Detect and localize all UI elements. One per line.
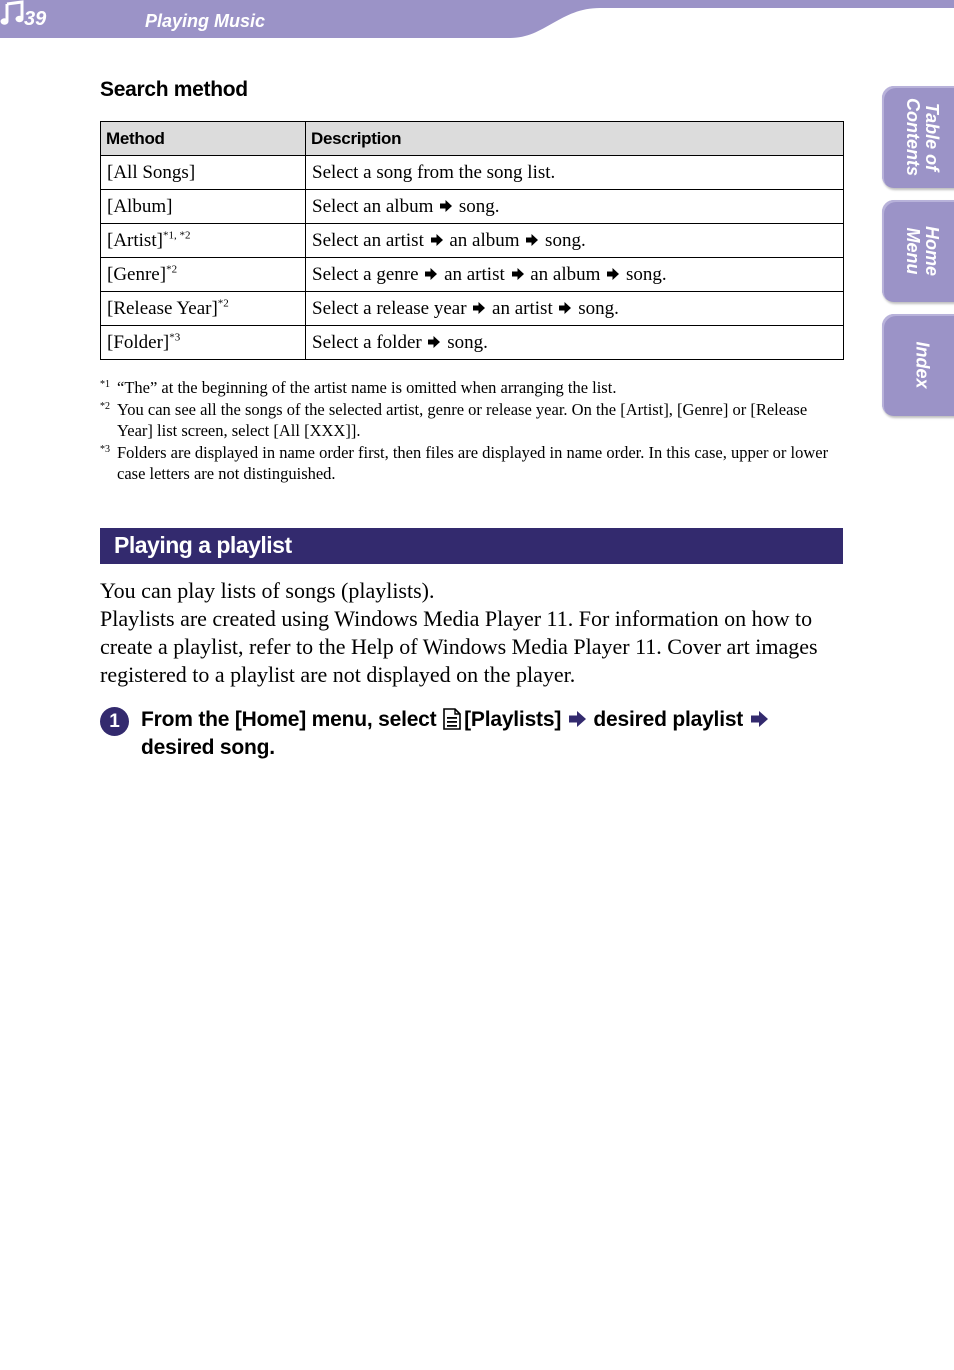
- table-row: [101, 190, 844, 224]
- arrow-right-icon: [427, 335, 441, 349]
- tab-table-of-contents[interactable]: [882, 86, 954, 188]
- page-number: 39: [24, 8, 47, 30]
- method-cell: [Release Year]$^{*2}$: [101, 292, 306, 326]
- arrow-right-icon: [750, 710, 769, 728]
- arrow-right-icon: [558, 301, 572, 315]
- footnote-1: *1 “The” at the beginning of the artist name is omitted when arranging the list.: [100, 378, 617, 397]
- tab-table-of-contents-label: Table of Contents: [903, 98, 942, 176]
- method-cell: [All Songs]: [101, 156, 306, 190]
- arrow-right-icon: [511, 267, 525, 281]
- intro-text: [100, 577, 844, 689]
- footnote-ref: *2: [166, 263, 178, 276]
- arrow-right-icon: [439, 199, 453, 213]
- section-title: Playing a playlist: [114, 532, 292, 558]
- playlist-icon: [442, 708, 462, 730]
- footnote-ref: *1, *2: [162, 229, 191, 242]
- intro-paragraph-2: Playlists are created using Windows Media Player 11. For information on how to create a playlist, refer to the Help of Windows Media Player 11. Cover art images registered to a playlist are not displayed on the player.: [100, 606, 818, 687]
- table-row: [101, 156, 844, 190]
- description-cell: Select a song from the song list.: [306, 156, 844, 190]
- section-banner: [100, 528, 843, 564]
- method-cell: [Artist]$^{*1, *2}$: [101, 224, 306, 258]
- table-row: [101, 258, 844, 292]
- footnote-ref: *3: [169, 331, 181, 344]
- arrow-right-icon: [430, 233, 444, 247]
- description-cell: Select an album song.: [306, 190, 844, 224]
- column-header-method: Method: [101, 122, 306, 156]
- description-cell: Select an artist an album song.: [306, 224, 844, 258]
- tab-index-label: Index: [912, 341, 933, 389]
- arrow-right-icon: [568, 710, 587, 728]
- arrow-right-icon: [525, 233, 539, 247]
- footnote-3: *3 Folders are displayed in name order first, then files are displayed in name order. In this case, upper or lower case letters are not distinguished.: [100, 442, 829, 483]
- method-cell: [Folder]$^{*3}$: [101, 326, 306, 360]
- table-row: [101, 326, 844, 360]
- search-method-table: [100, 121, 844, 360]
- header-band: [0, 0, 954, 40]
- description-cell: Select a genre an artist an album song.: [306, 258, 844, 292]
- intro-paragraph-1: You can play lists of songs (playlists).: [100, 578, 435, 603]
- search-method-heading: Search method: [100, 78, 248, 101]
- arrow-right-icon: [472, 301, 486, 315]
- footnote-2: *2 You can see all the songs of the selected artist, genre or release year. On the [Artist], [Genre] or [Release Year] list screen, select [All [XXX]].: [100, 399, 808, 440]
- footnotes: [100, 377, 830, 485]
- description-cell: Select a folder song.: [306, 326, 844, 360]
- arrow-right-icon: [606, 267, 620, 281]
- arrow-right-icon: [424, 267, 438, 281]
- tab-home-menu-label: Home Menu: [903, 225, 942, 277]
- tab-home-menu[interactable]: [882, 200, 954, 302]
- method-cell: [Album]: [101, 190, 306, 224]
- footnote-ref: *2: [217, 297, 229, 310]
- tab-index[interactable]: [882, 314, 954, 416]
- page-header: [0, 0, 954, 40]
- step-number-badge: 1: [100, 707, 129, 736]
- description-cell: Select a release year an artist song.: [306, 292, 844, 326]
- table-row: [101, 292, 844, 326]
- column-header-description: Description: [306, 122, 844, 156]
- music-note-icon: [0, 0, 26, 26]
- method-cell: [Genre]$^{*2}$: [101, 258, 306, 292]
- table-header-row: [101, 122, 844, 156]
- section-name: Playing Music: [145, 11, 266, 31]
- step-instruction: From the [Home] menu, select [Playlists] desired playlist desired song.: [141, 706, 831, 762]
- table-row: [101, 224, 844, 258]
